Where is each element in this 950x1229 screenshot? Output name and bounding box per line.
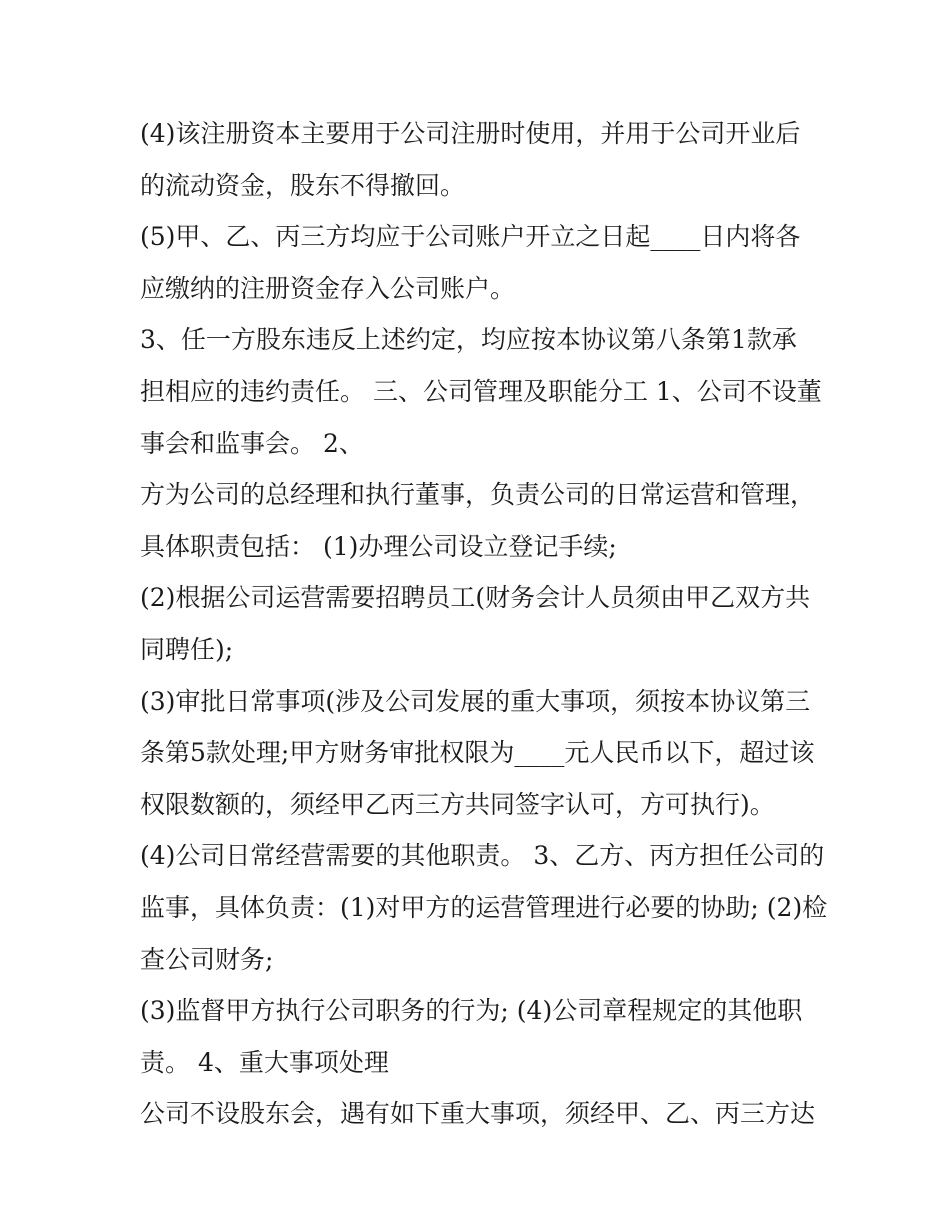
text-line: (3)监督甲方执行公司职务的行为; (4)公司章程规定的其他职 xyxy=(140,996,803,1026)
text-line: (3)审批日常事项(涉及公司发展的重大事项，须按本协议第三 xyxy=(140,686,811,716)
text-line: (5)甲、乙、丙三方均应于公司账户开立之日起____日内将各 xyxy=(140,222,801,252)
text-line: 具体职责包括： (1)办理公司设立登记手续; xyxy=(140,531,617,561)
text-line: 公司不设股东会，遇有如下重大事项，须经甲、乙、丙三方达 xyxy=(140,1099,816,1129)
text-line: 应缴纳的注册资金存入公司账户。 xyxy=(140,273,516,303)
text-line: 责。 4、重大事项处理 xyxy=(140,1047,389,1077)
text-line: 的流动资金，股东不得撤回。 xyxy=(140,170,466,200)
text-line: (2)根据公司运营需要招聘员工(财务会计人员须由甲乙双方共 xyxy=(140,583,811,613)
text-line: 3、任一方股东违反上述约定，均应按本协议第八条第1款承 xyxy=(140,325,797,355)
document-body xyxy=(140,108,828,1140)
text-line: 事会和监事会。 2、 xyxy=(140,428,364,458)
text-line: 条第5款处理;甲方财务审批权限为____元人民币以下，超过该 xyxy=(140,738,815,768)
text-line: 权限数额的，须经甲乙丙三方共同签字认可，方可执行)。 xyxy=(140,789,775,819)
text-line: 查公司财务; xyxy=(140,944,274,974)
text-line: 同聘任); xyxy=(140,634,234,664)
text-line: 担相应的违约责任。 三、公司管理及职能分工 1、公司不设董 xyxy=(140,376,822,406)
text-line: 监事，具体负责：(1)对甲方的运营管理进行必要的协助; (2)检 xyxy=(140,892,828,922)
text-line: (4)该注册资本主要用于公司注册时使用，并用于公司开业后 xyxy=(140,119,801,148)
text-line: (4)公司日常经营需要的其他职责。 3、乙方、丙方担任公司的 xyxy=(140,841,825,871)
text-line: 方为公司的总经理和执行董事，负责公司的日常运营和管理， xyxy=(140,480,816,510)
